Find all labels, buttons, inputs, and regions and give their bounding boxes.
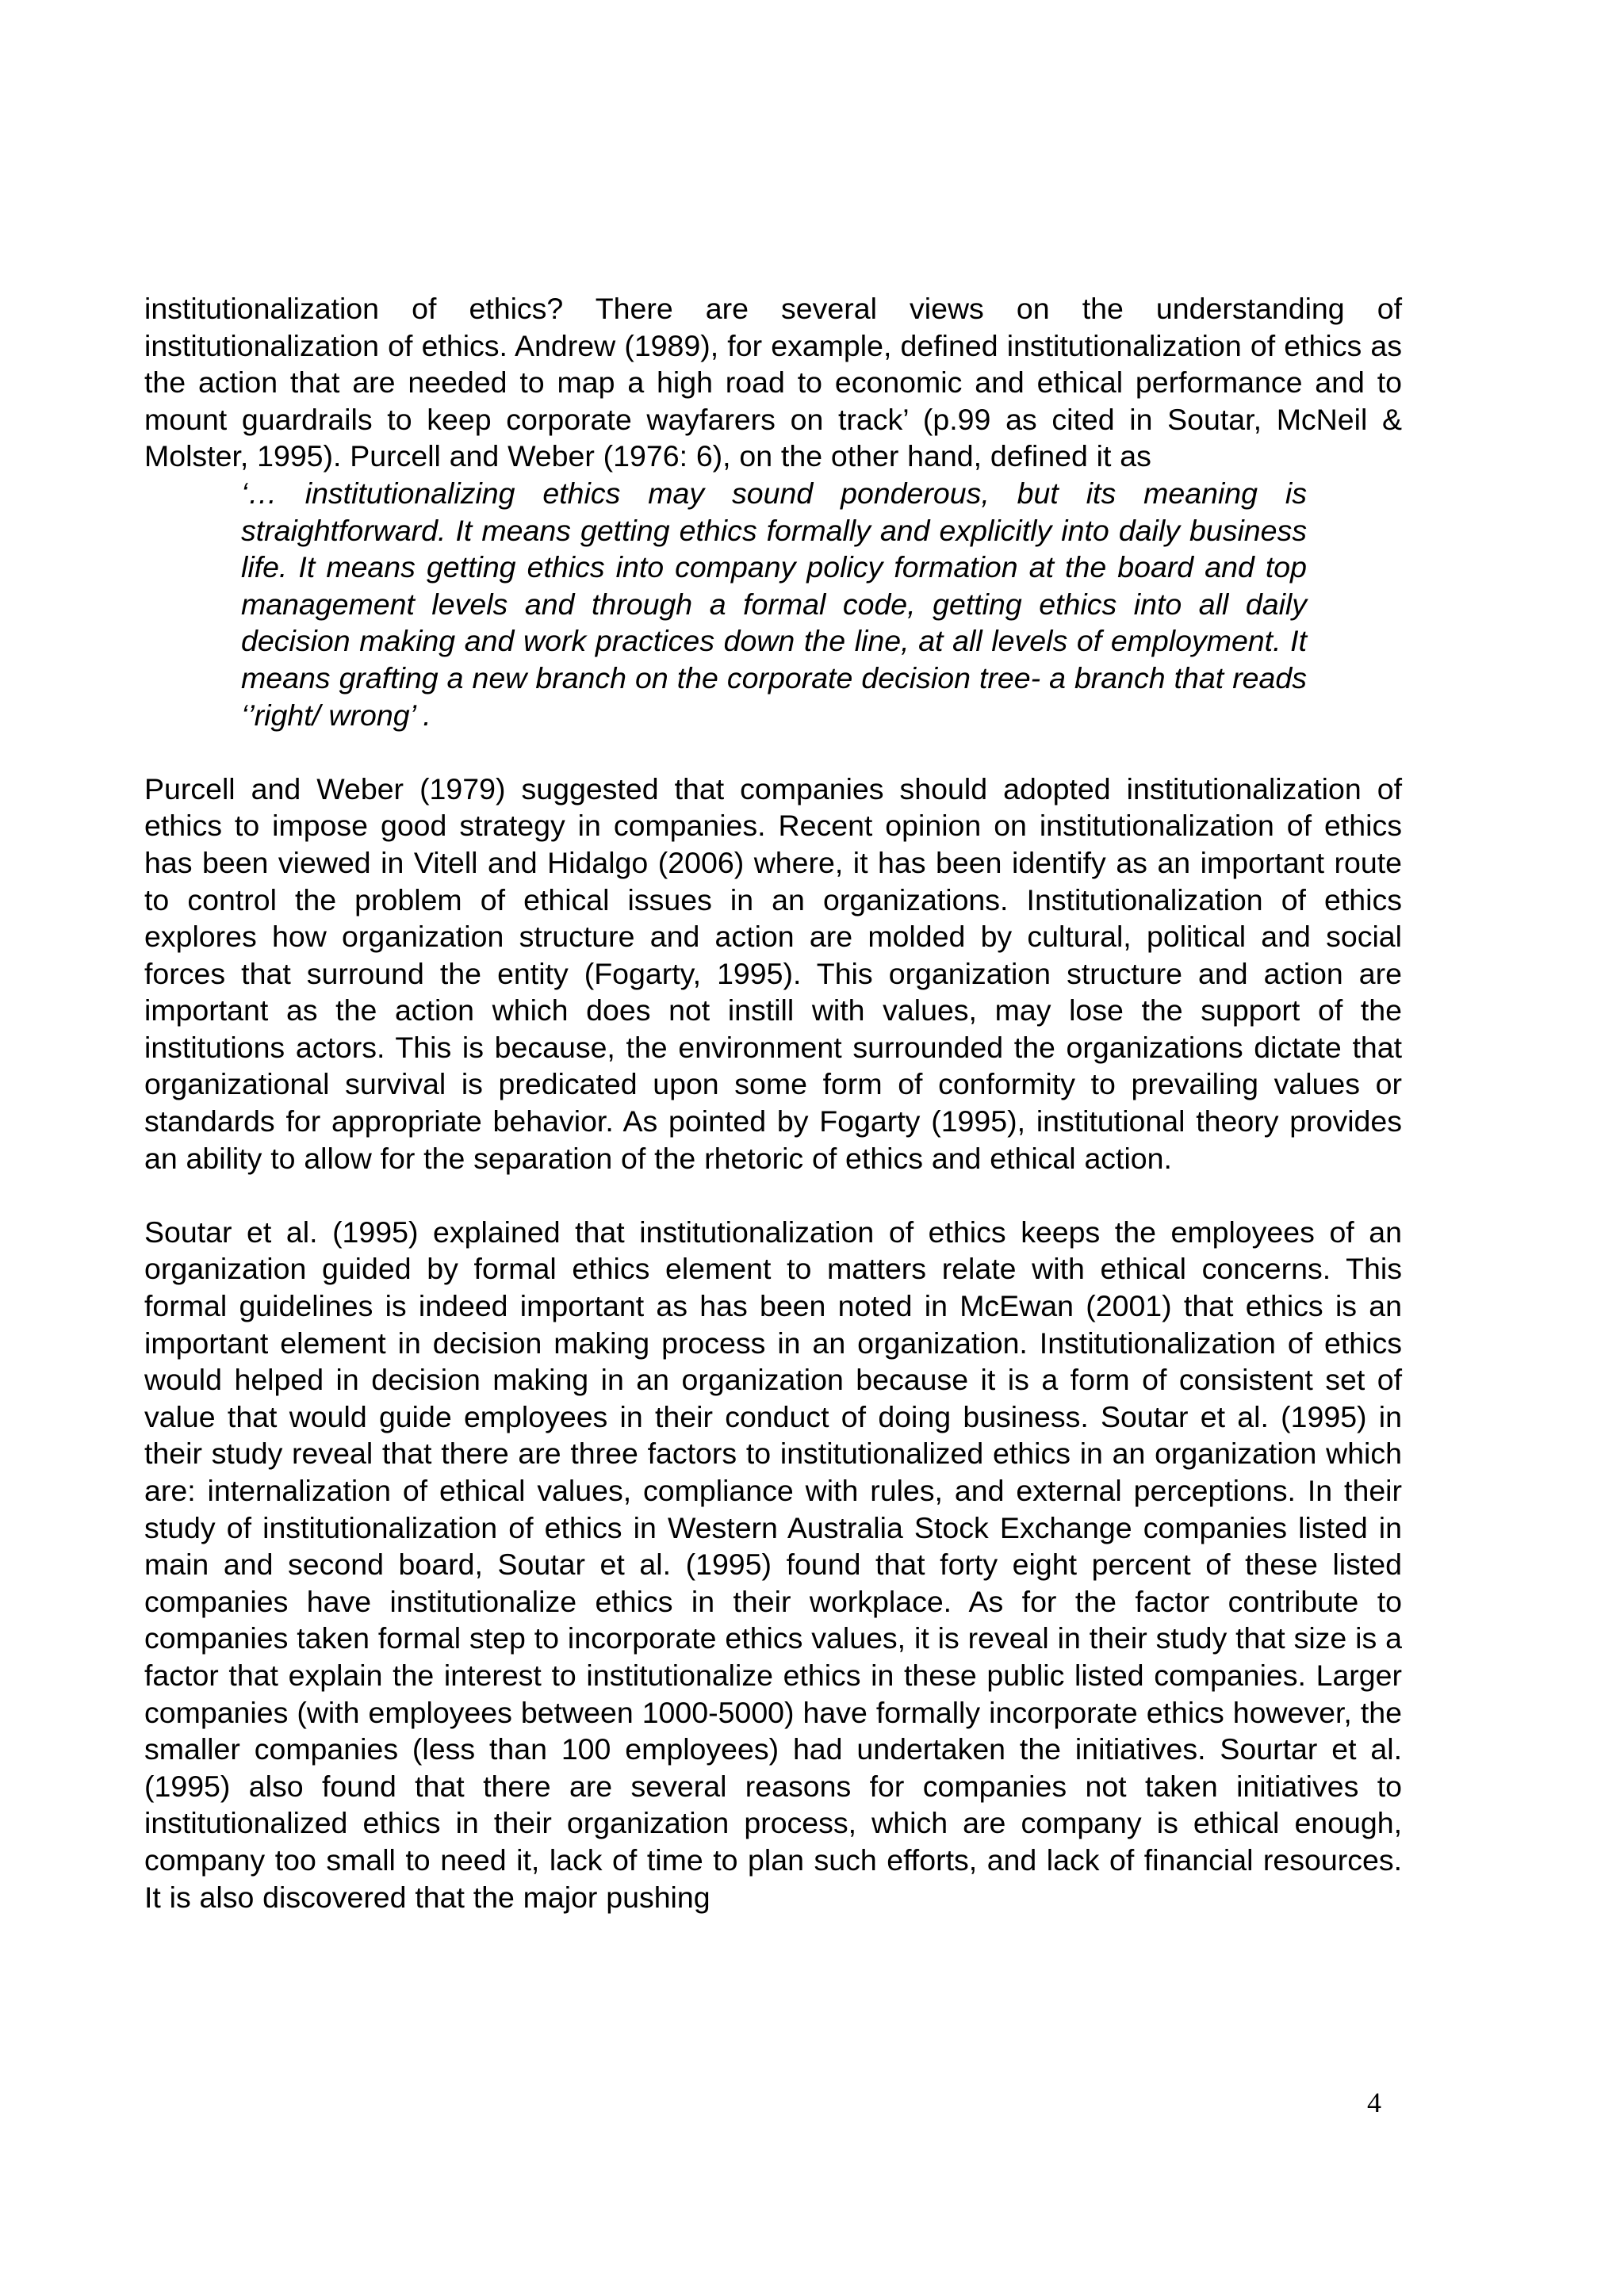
paragraph-purcell-weber: Purcell and Weber (1979) suggested that companies should adopted institutionalization of ethics to impose good strategy in companies. Recent opinion on institutionalization of ethics has been viewed in Vitell and Hidalgo (2006) where, it has been identify as an important route to control the problem of ethical issues in an organizations. Institutionalization of ethics explores how organization structure and action are molded by cultural, political and social forces that surround the entity (Fogarty, 1995). This organization structure and action are important as the action which does not instill with values, may lose the support of the institutions actors. This is because, the environment surrounded the organizations dictate that organizational survival is predicated upon some form of conformity to prevailing values or standards for appropriate behavior. As pointed by Fogarty (1995), institutional theory provides an ability to allow for the separation of the rhetoric of ethics and ethical action. xyxy=(144,771,1402,1175)
page-body xyxy=(144,290,1402,1915)
page-number: 4 xyxy=(1367,2087,1381,2118)
paragraph-intro: institutionalization of ethics? There are several views on the understanding of institutionalization of ethics. Andrew (1989), for example, defined institutionalization of ethics as the action that are needed to map a high road to economic and ethical performance and to mount guardrails to keep corporate wayfarers on track’ (p.99 as cited in Soutar, McNeil & Molster, 1995). Purcell and Weber (1976: 6), on the other hand, defined it as xyxy=(144,292,1402,473)
block-quote-purcell-weber: ‘… institutionalizing ethics may sound ponderous, but its meaning is straightforward. It means getting ethics formally and explicitly into daily business life. It means getting ethics into company policy formation at the board and top management levels and through a formal code, getting ethics into all daily decision making and work practices down the line, at all levels of employment. It means grafting a new branch on the corporate decision tree- a branch that reads ‘’right/ wrong’ . xyxy=(241,476,1307,732)
paragraph-gap xyxy=(144,1177,1402,1214)
paragraph-gap xyxy=(144,733,1402,771)
paragraph-soutar: Soutar et al. (1995) explained that institutionalization of ethics keeps the employees of an organization guided by formal ethics element to matters relate with ethical concerns. This formal guidelines is indeed important as has been noted in McEwan (2001) that ethics is an important element in decision making process in an organization. Institutionalization of ethics would helped in decision making in an organization because it is a form of consistent set of value that would guide employees in their conduct of doing business. Soutar et al. (1995) in their study reveal that there are three factors to institutionalized ethics in an organization which are: internalization of ethical values, compliance with rules, and external perceptions. In their study of institutionalization of ethics in Western Australia Stock Exchange companies listed in main and second board, Soutar et al. (1995) found that forty eight percent of these listed companies have institutionalize ethics in their workplace. As for the factor contribute to companies taken formal step to incorporate ethics values, it is reveal in their study that size is a factor that explain the interest to institutionalize ethics in these public listed companies. Larger companies (with employees between 1000-5000) have formally incorporate ethics however, the smaller companies (less than 100 employees) had undertaken the initiatives. Sourtar et al. (1995) also found that there are several reasons for companies not taken initiatives to institutionalized ethics in their organization process, which are company is ethical enough, company too small to need it, lack of time to plan such efforts, and lack of financial resources. It is also discovered that the major pushing xyxy=(144,1215,1402,1914)
